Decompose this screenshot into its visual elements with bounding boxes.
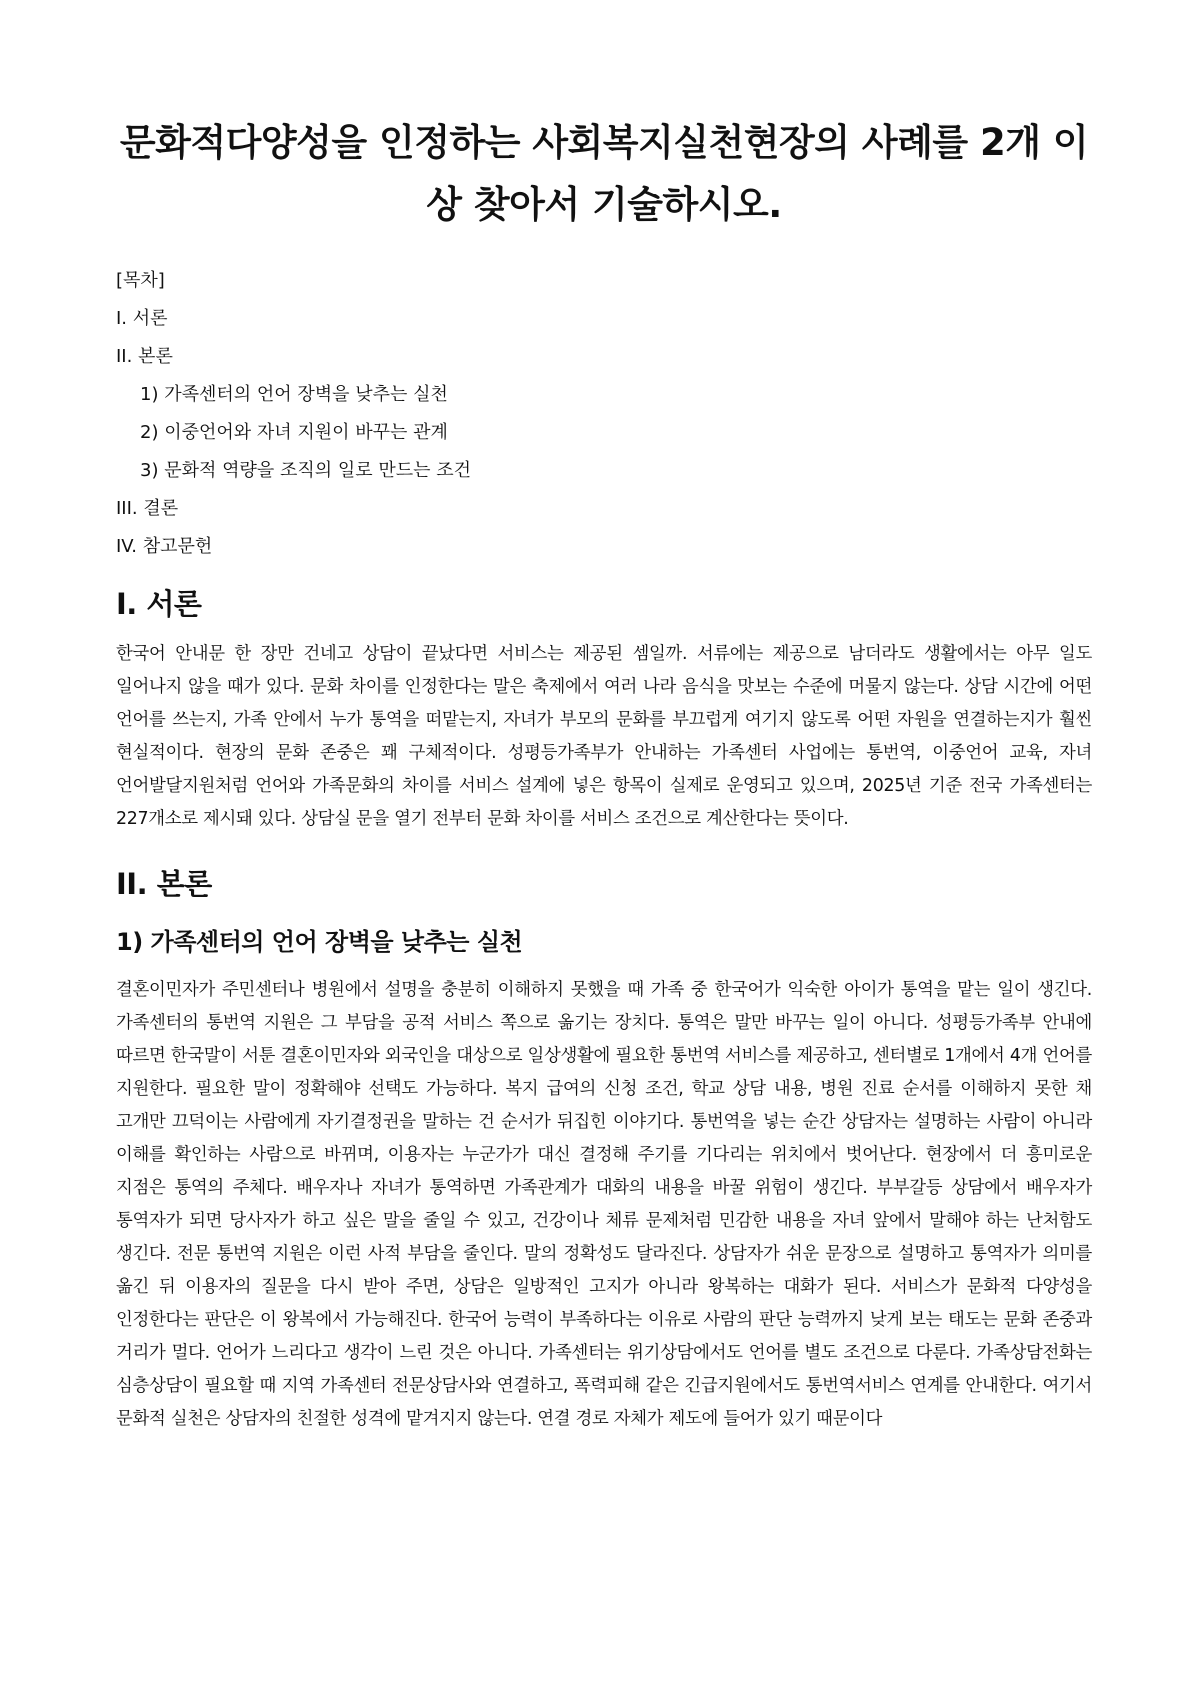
table-of-contents <box>116 262 1092 566</box>
sub1-paragraph: 결혼이민자가 주민센터나 병원에서 설명을 충분히 이해하지 못했을 때 가족 중 한국어가 익숙한 아이가 통역을 맡는 일이 생긴다. 가족센터의 통번역 지원은 그 부담을 공적 서비스 쪽으로 옮기는 장치다. 통역은 말만 바꾸는 일이 아니다. 성평등가족부 안내에 따르면 한국말이 서툰 결혼이민자와 외국인을 대상으로 일상생활에 필요한 통번역 서비스를 제공하고, 센터별로 1개에서 4개 언어를 지원한다. 필요한 말이 정확해야 선택도 가능하다. 복지 급여의 신청 조건, 학교 상담 내용, 병원 진료 순서를 이해하지 못한 채 고개만 끄덕이는 사람에게 자기결정권을 말하는 건 순서가 뒤집힌 이야기다. 통번역을 넣는 순간 상담자는 설명하는 사람이 아니라 이해를 확인하는 사람으로 바뀌며, 이용자는 누군가가 대신 결정해 주기를 기다리는 위치에서 벗어난다. 현장에서 더 흥미로운 지점은 통역의 주체다. 배우자나 자녀가 통역하면 가족관계가 대화의 내용을 바꿀 위험이 생긴다. 부부갈등 상담에서 배우자가 통역자가 되면 당사자가 하고 싶은 말을 줄일 수 있고, 건강이나 체류 문제처럼 민감한 내용을 자녀 앞에서 말해야 하는 난처함도 생긴다. 전문 통번역 지원은 이런 사적 부담을 줄인다. 말의 정확성도 달라진다. 상담자가 쉬운 문장으로 설명하고 통역자가 의미를 옮긴 뒤 이용자의 질문을 다시 받아 주면, 상담은 일방적인 고지가 아니라 왕복하는 대화가 된다. 서비스가 문화적 다양성을 인정한다는 판단은 이 왕복에서 가능해진다. 한국어 능력이 부족하다는 이유로 사람의 판단 능력까지 낮게 보는 태도는 문화 존중과 거리가 멀다. 언어가 느리다고 생각이 느린 것은 아니다. 가족센터는 위기상담에서도 언어를 별도 조건으로 다룬다. 가족상담전화는 심층상담이 필요할 때 지역 가족센터 전문상담사와 연결하고, 폭력피해 같은 긴급지원에서도 통번역서비스 연계를 안내한다. 여기서 문화적 실천은 상담자의 친절한 성격에 맡겨지지 않는다. 연결 경로 자체가 제도에 들어가 있기 때문이다 <box>116 980 1092 1429</box>
toc-item-sub2: 2) 이중언어와 자녀 지원이 바꾸는 관계 <box>140 422 448 443</box>
toc-item-intro: I. 서론 <box>116 308 168 329</box>
toc-item-sub3: 3) 문화적 역량을 조직의 일로 만드는 조건 <box>140 460 472 481</box>
body-heading: II. 본론 <box>116 867 212 901</box>
document-title: 문화적다양성을 인정하는 사회복지실천현장의 사례를 2개 이상 찾아서 기술하시오. <box>119 121 1089 226</box>
toc-item-conclusion: III. 결론 <box>116 498 179 519</box>
sub1-heading: 1) 가족센터의 언어 장벽을 낮추는 실천 <box>116 928 523 956</box>
intro-paragraph: 한국어 안내문 한 장만 건네고 상담이 끝났다면 서비스는 제공된 셈일까. 서류에는 제공으로 남더라도 생활에서는 아무 일도 일어나지 않을 때가 있다. 문화 차이를 인정한다는 말은 축제에서 여러 나라 음식을 맛보는 수준에 머물지 않는다. 상담 시간에 어떤 언어를 쓰는지, 가족 안에서 누가 통역을 떠맡는지, 자녀가 부모의 문화를 부끄럽게 여기지 않도록 어떤 자원을 연결하는지가 훨씬 현실적이다. 현장의 문화 존중은 꽤 구체적이다. 성평등가족부가 안내하는 가족센터 사업에는 통번역, 이중언어 교육, 자녀 언어발달지원처럼 언어와 가족문화의 차이를 서비스 설계에 넣은 항목이 실제로 운영되고 있으며, 2025년 기준 전국 가족센터는 227개소로 제시돼 있다. 상담실 문을 열기 전부터 문화 차이를 서비스 조건으로 계산한다는 뜻이다. <box>116 644 1093 829</box>
toc-item-body: II. 본론 <box>116 346 173 367</box>
toc-item-sub1: 1) 가족센터의 언어 장벽을 낮추는 실천 <box>140 384 448 405</box>
toc-label: [목차] <box>116 270 165 291</box>
toc-item-references: IV. 참고문헌 <box>116 536 213 557</box>
intro-heading: I. 서론 <box>116 587 202 621</box>
